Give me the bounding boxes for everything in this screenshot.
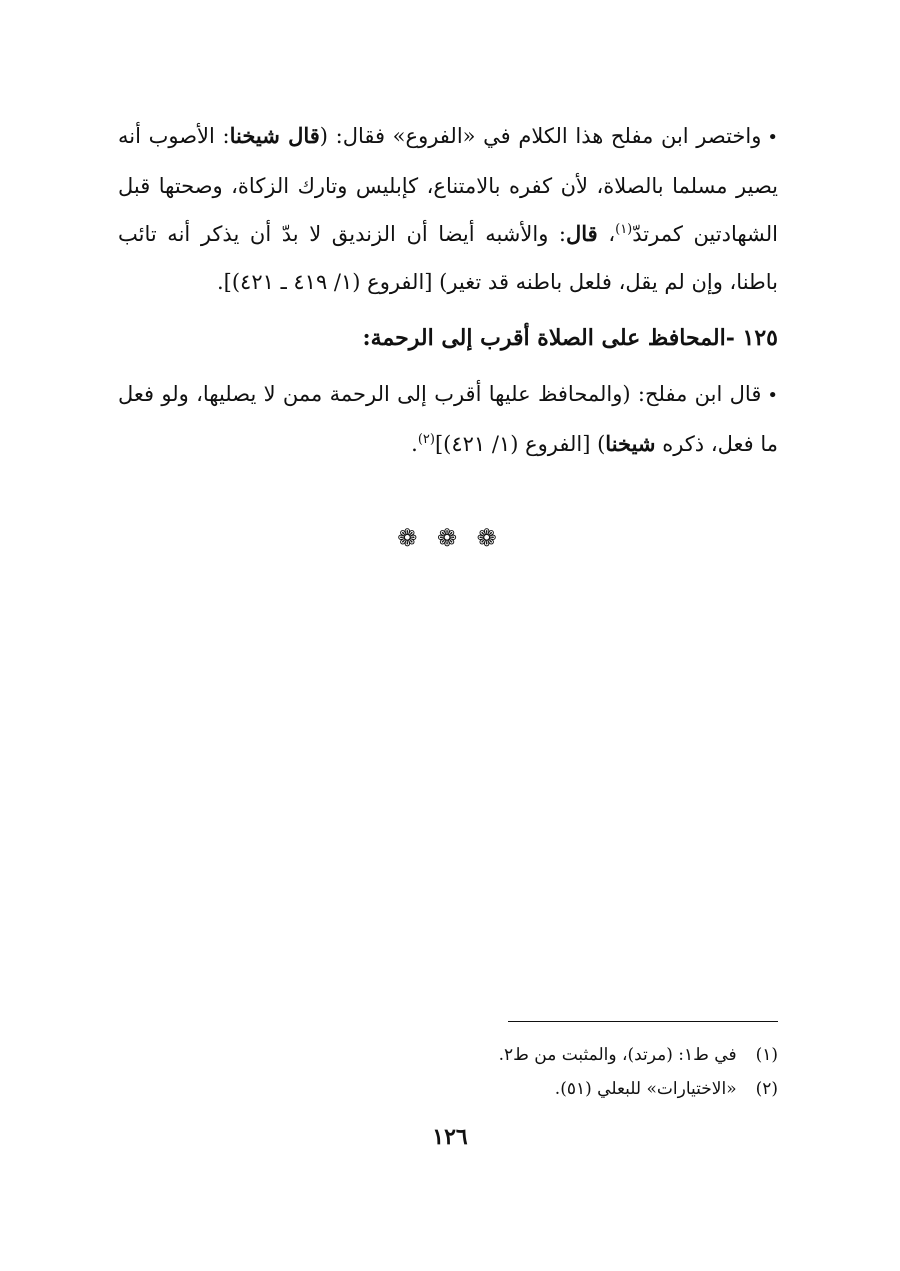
bullet-icon: • [767,127,778,148]
paragraph-1-bold-shaykhuna: قال شيخنا [229,123,320,148]
bullet-icon: • [767,385,778,406]
paragraph-2-text: قال ابن مفلح: (والمحافظ عليها أقرب إلى الرحمة ممن لا يصليها، ولو فعل ما فعل، ذكره [118,382,778,456]
page-number: ١٢٦ [432,1124,468,1150]
paragraph-2 [118,370,778,468]
footnote-text: في ط١: (مرتد)، والمثبت من ط٢. [498,1045,737,1065]
paragraph-1-text: واختصر ابن مفلح هذا الكلام في «الفروع» فقال: ( [319,124,762,148]
footnotes [178,1038,778,1106]
paragraph-1-text: ، [597,222,616,246]
footnote-1 [178,1038,778,1072]
main-text [118,112,778,468]
section-heading: ١٢٥ -المحافظ على الصلاة أقرب إلى الرحمة: [362,325,778,351]
footnote-number: (٢) [755,1079,778,1099]
paragraph-1 [118,112,778,306]
footnote-separator [508,1021,778,1022]
ornament-divider-icon: ❁ ❁ ❁ [397,524,503,552]
paragraph-2-bold-shaykhuna: شيخنا [605,431,656,456]
paragraph-2-text: . [411,432,418,456]
footnote-ref-2[interactable]: (٢) [417,432,435,447]
paragraph-1-text: : الأصوب أنه يصير مسلما بالصلاة، لأن كفره بالامتناع، كإبليس وتارك الزكاة، وصحتها قبل الشهادتين كمرتدّ [118,124,779,246]
footnote-text: «الاختيارات» للبعلي (٥١). [554,1079,737,1099]
footnote-number: (١) [755,1045,778,1065]
footnote-ref-1[interactable]: (١) [615,222,633,237]
paragraph-1-bold-qal: قال [566,221,598,246]
footnote-2 [178,1072,778,1106]
paragraph-2-text: ) [الفروع (١/ ٤٢١)] [434,432,606,456]
paragraph-1-text: : والأشبه أيضا أن الزنديق لا بدّ أن يذكر أنه تائب باطنا، وإن لم يقل، فلعل باطنه قد تغير) [الفروع (١/ ٤١٩ ـ ٤٢١)]. [118,222,778,294]
